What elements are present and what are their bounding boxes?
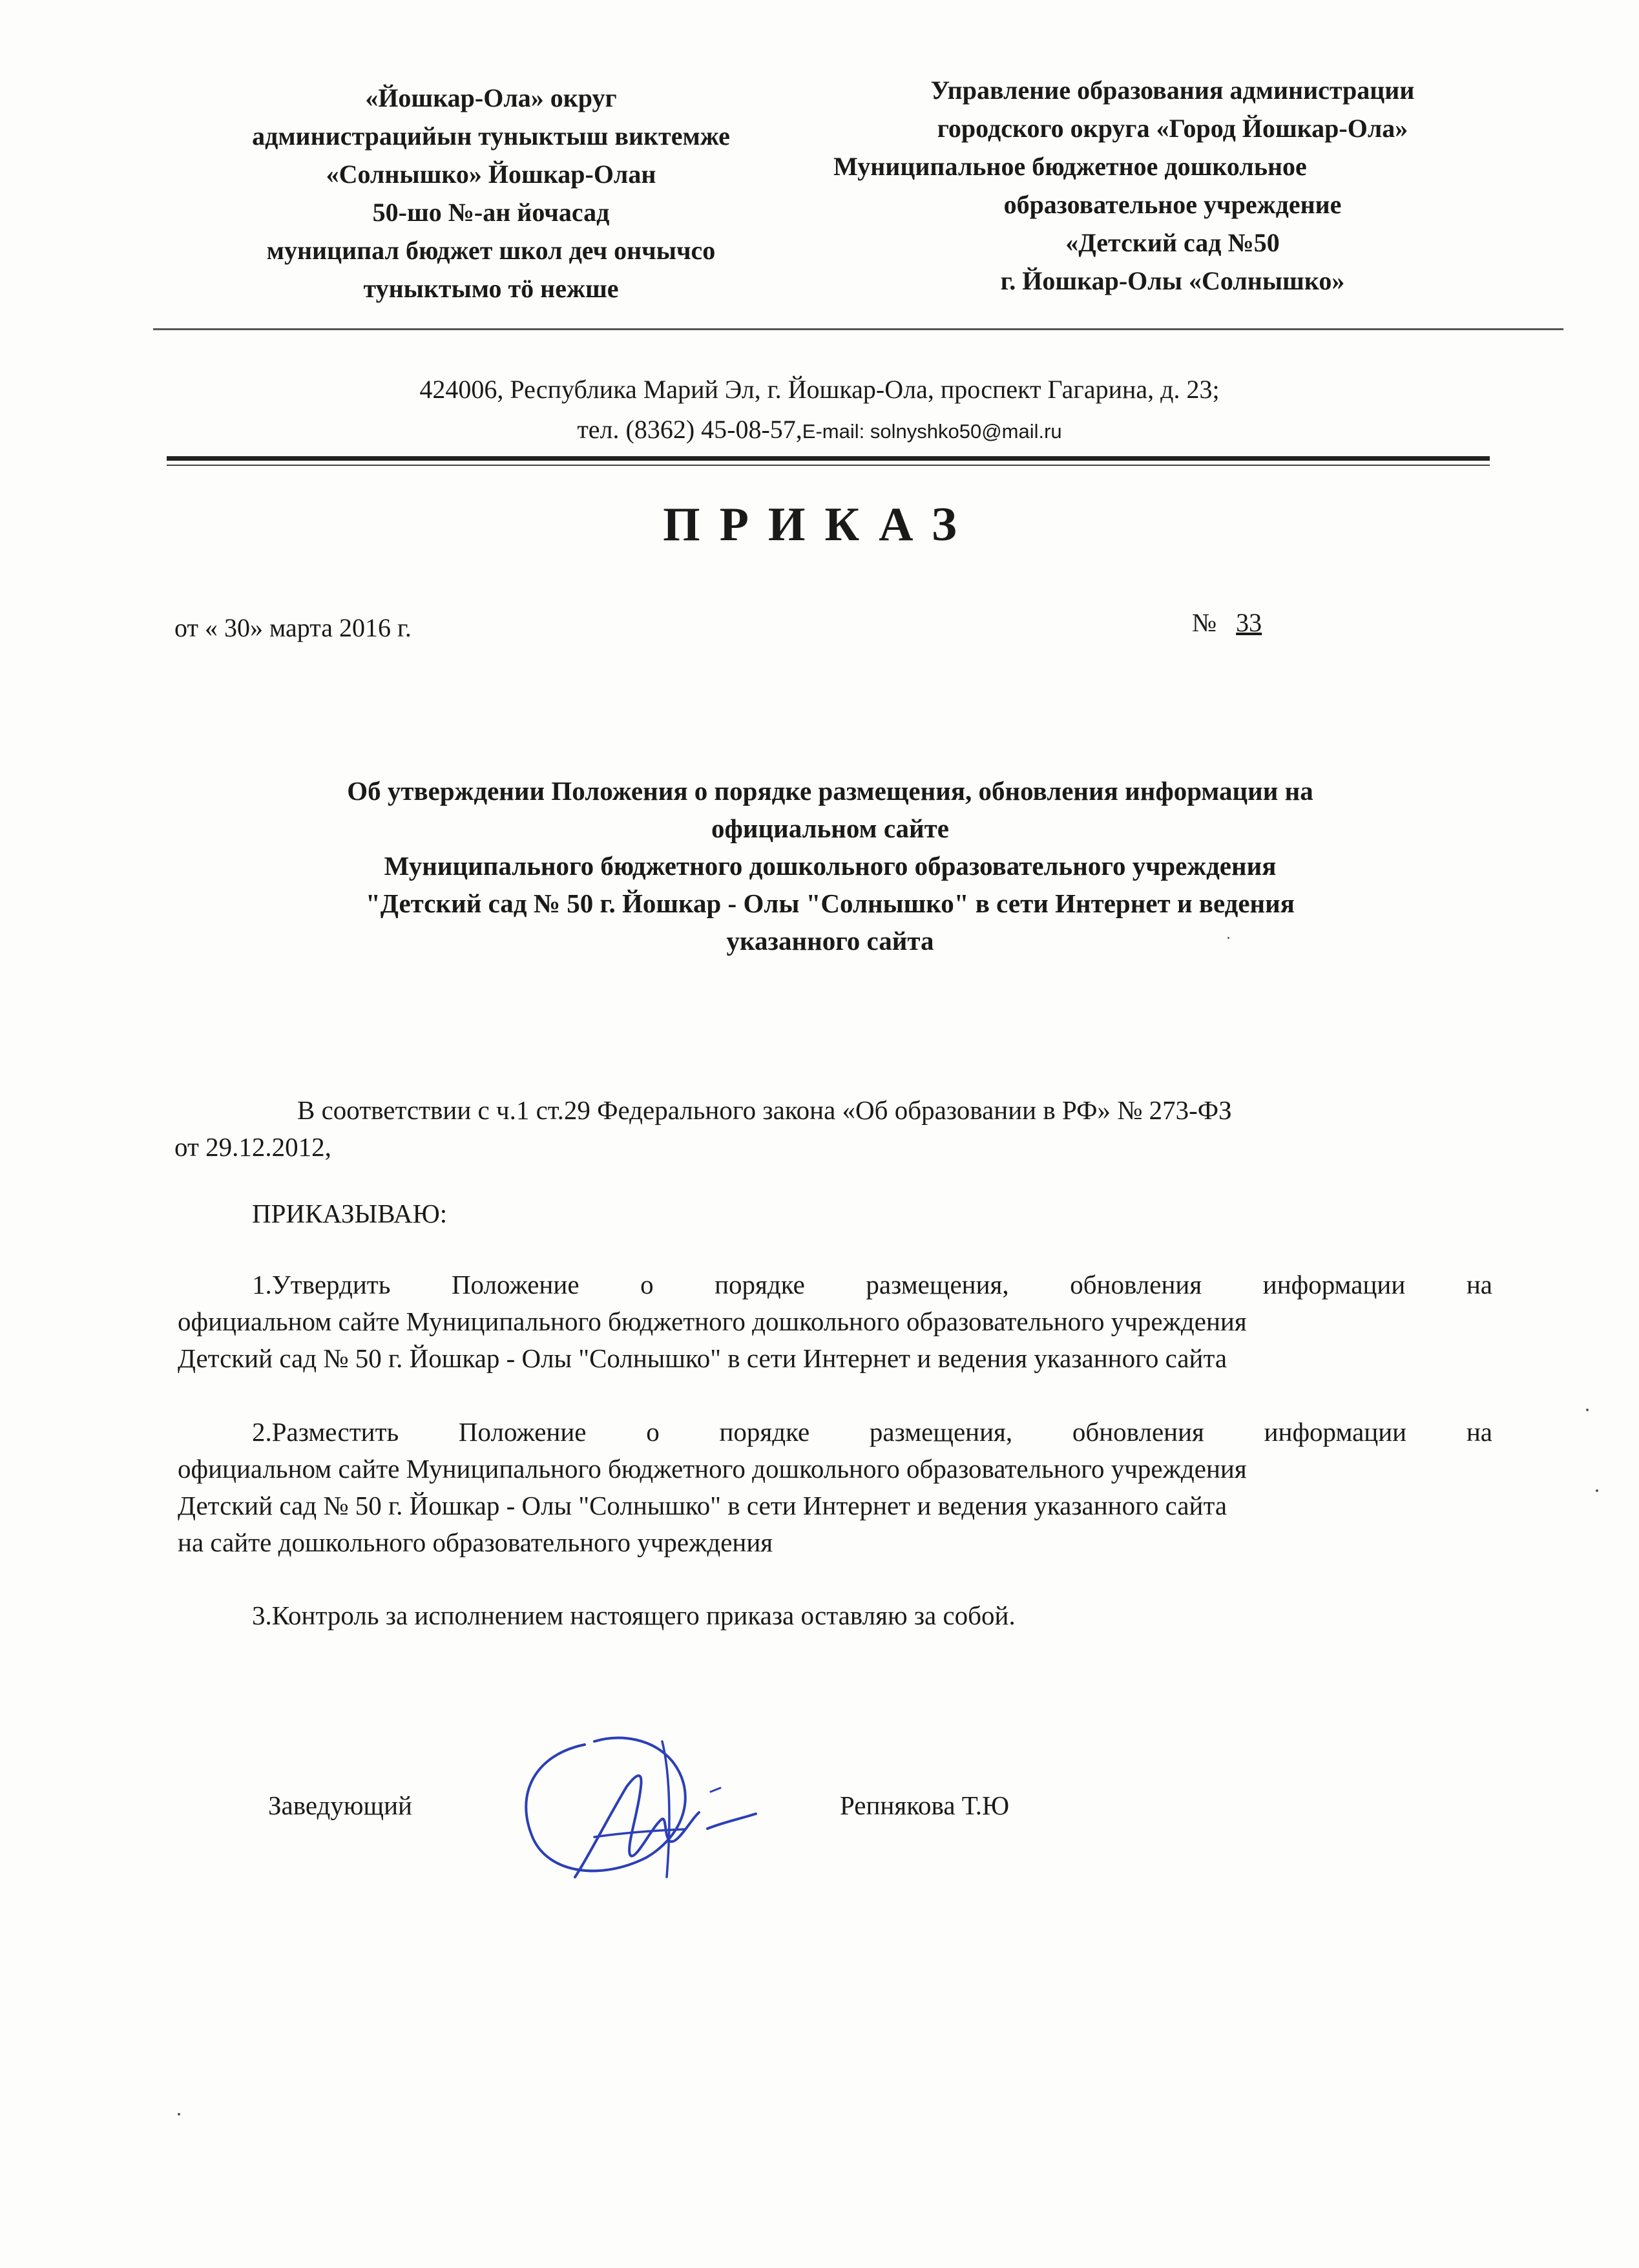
item-word: обновления bbox=[1070, 1270, 1202, 1299]
item-word: о bbox=[640, 1270, 654, 1299]
header-right-block bbox=[833, 71, 1512, 300]
subject-line: официальном сайте bbox=[711, 814, 949, 843]
scan-speck bbox=[1227, 937, 1229, 939]
header-right-line: г. Йошкар-Олы «Солнышко» bbox=[1000, 266, 1345, 295]
order-item-3 bbox=[178, 1597, 1492, 1634]
address-divider-thin bbox=[167, 465, 1490, 466]
header-left-line: администрацийын туныктыш виктемже bbox=[252, 121, 730, 151]
header-right-line: городского округа «Город Йошкар-Ола» bbox=[937, 114, 1408, 143]
header-left-block bbox=[162, 79, 820, 308]
item-word: информации bbox=[1262, 1270, 1406, 1299]
item-word: обновления bbox=[1072, 1417, 1204, 1447]
scan-speck bbox=[178, 2113, 180, 2116]
item-line: официальном сайте Муниципального бюджетного дошкольного образовательного учреждения bbox=[178, 1454, 1247, 1484]
header-right-line: образовательное учреждение bbox=[1003, 190, 1342, 219]
order-item-1 bbox=[178, 1266, 1492, 1377]
item-line: на сайте дошкольного образовательного учреждения bbox=[178, 1528, 773, 1557]
item-word: о bbox=[646, 1417, 660, 1447]
subject-line: Муниципального бюджетного дошкольного образовательного учреждения bbox=[384, 851, 1277, 881]
item-word: размещения, bbox=[869, 1417, 1013, 1447]
item-line-justified bbox=[178, 1414, 1492, 1451]
header-right-line: Муниципальное бюджетное дошкольное bbox=[833, 152, 1307, 181]
signature-name: Репнякова Т.Ю bbox=[840, 1790, 1010, 1820]
item-word: порядке bbox=[719, 1417, 810, 1447]
item-word: Положение bbox=[458, 1417, 587, 1447]
item-word: на bbox=[1466, 1417, 1492, 1447]
header-right-line: Управление образования администрации bbox=[930, 76, 1415, 105]
subject-line: "Детский сад № 50 г. Йошкар - Олы "Солнышко" в сети Интернет и ведения bbox=[365, 888, 1295, 918]
item-word: 2.Разместить bbox=[252, 1417, 399, 1447]
preamble bbox=[174, 1092, 1496, 1166]
header-left-line: муниципал бюджет школ деч ончычсо bbox=[266, 236, 716, 265]
handwritten-signature bbox=[497, 1716, 833, 1903]
address-divider-thick bbox=[167, 456, 1490, 461]
signature-position: Заведующий bbox=[268, 1790, 412, 1820]
subject-line: Об утверждении Положения о порядке размещения, обновления информации на bbox=[347, 776, 1313, 806]
order-word: ПРИКАЗЫВАЮ: bbox=[252, 1199, 448, 1228]
header-right-line: «Детский сад №50 bbox=[1065, 228, 1280, 257]
address-line: 424006, Республика Марий Эл, г. Йошкар-Ола, проспект Гагарина, д. 23; bbox=[419, 375, 1220, 404]
number-value: 33 bbox=[1236, 608, 1262, 637]
order-subject bbox=[155, 772, 1505, 960]
email-text: E-mail: solnyshko50@mail.ru bbox=[802, 420, 1062, 443]
contacts-line bbox=[0, 410, 1639, 452]
item-line: официальном сайте Муниципального бюджетного дошкольного образовательного учреждения bbox=[178, 1307, 1247, 1336]
phone-text: тел. (8362) 45-08-57, bbox=[577, 415, 802, 444]
header-left-line: 50-шо №-ан йочасад bbox=[372, 198, 610, 227]
order-item-2 bbox=[178, 1414, 1492, 1561]
item-word: 1.Утвердить bbox=[252, 1270, 391, 1299]
item-line: Детский сад № 50 г. Йошкар - Олы "Солнышко" в сети Интернет и ведения указанного сайта bbox=[178, 1343, 1227, 1373]
order-date: от « 30» марта 2016 г. bbox=[174, 613, 412, 642]
item-line: Детский сад № 50 г. Йошкар - Олы "Солнышко" в сети Интернет и ведения указанного сайта bbox=[178, 1491, 1227, 1520]
preamble-line: В соответствии с ч.1 ст.29 Федерального закона «Об образовании в РФ» № 273-ФЗ bbox=[297, 1095, 1232, 1125]
number-label: № bbox=[1192, 608, 1217, 637]
address-block bbox=[0, 370, 1639, 452]
subject-line: указанного сайта bbox=[726, 926, 934, 956]
item-line-justified bbox=[178, 1266, 1492, 1303]
header-left-line: «Солнышко» Йошкар-Олан bbox=[326, 160, 656, 189]
preamble-line: от 29.12.2012, bbox=[174, 1132, 331, 1162]
item-word: информации bbox=[1264, 1417, 1407, 1447]
header-divider bbox=[153, 328, 1563, 330]
item-word: размещения, bbox=[866, 1270, 1009, 1299]
scan-speck bbox=[1596, 1489, 1598, 1492]
document-title: ПРИКАЗ bbox=[663, 498, 976, 551]
order-number bbox=[1192, 607, 1262, 638]
item-word: порядке bbox=[715, 1270, 805, 1299]
item-word: Положение bbox=[451, 1270, 579, 1299]
item-line: 3.Контроль за исполнением настоящего приказа оставляю за собой. bbox=[252, 1601, 1016, 1630]
item-word: на bbox=[1466, 1270, 1492, 1299]
scan-speck bbox=[1586, 1409, 1589, 1411]
header-left-line: «Йошкар-Ола» округ bbox=[365, 83, 617, 112]
header-left-line: туныктымо тӧ нежше bbox=[363, 274, 619, 303]
